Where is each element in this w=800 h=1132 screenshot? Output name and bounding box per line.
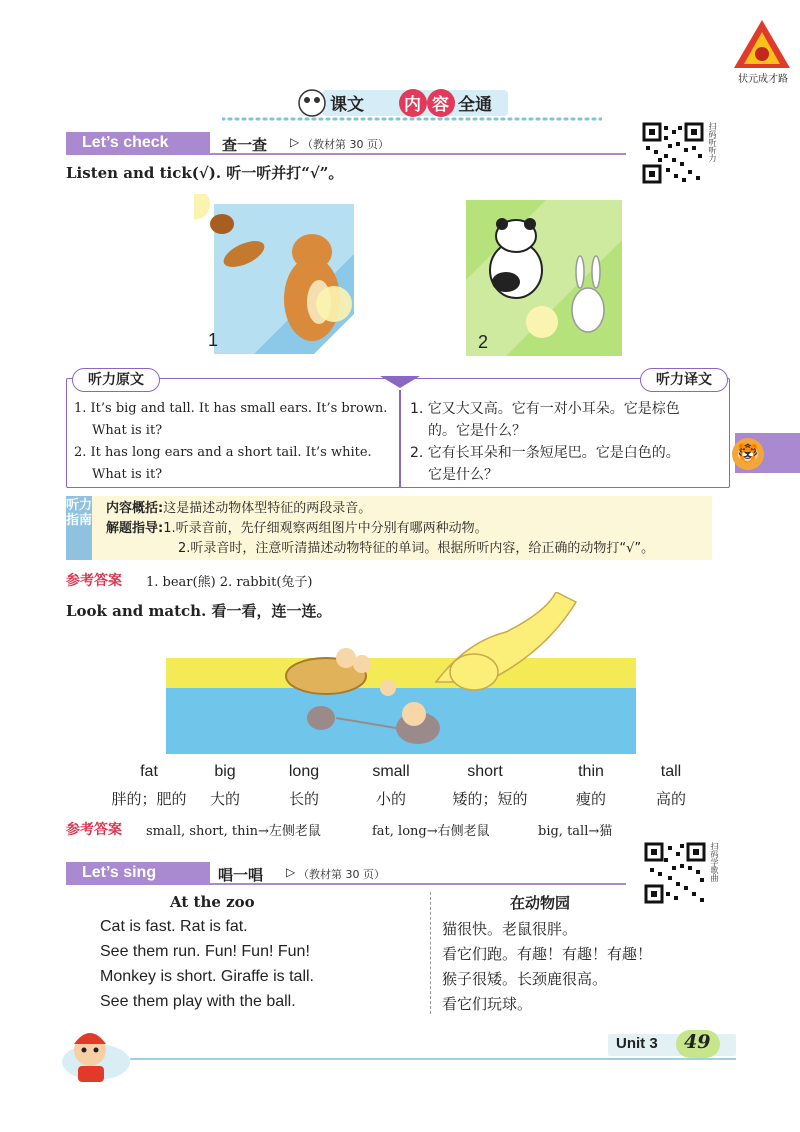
transcript-line-2: What is it? (92, 423, 163, 438)
song-title-zh: 在动物园 (510, 894, 571, 912)
match-word-en[interactable]: thin (578, 763, 604, 780)
song-line-zh-1: 猫很快。老鼠很胖。 (442, 920, 578, 938)
banner-dots (222, 115, 602, 123)
tiger-icon: 🐯 (732, 438, 764, 470)
check-cn-title: 查一查 (222, 136, 268, 154)
check-instruction: Listen and tick(√). 听一听并打“√”。 (66, 164, 344, 182)
qr-code-song[interactable] (644, 842, 706, 904)
transcript-divider (399, 390, 401, 488)
qr-listen-caption: 扫码听听力 (708, 122, 717, 162)
transcript-line-1: 1. It’s big and tall. It has small ears. It’s brown. (74, 401, 388, 416)
song-line-en-1: Cat is fast. Rat is fat. (100, 918, 248, 935)
song-line-en-4: See them play with the ball. (100, 993, 296, 1010)
translation-label: 听力译文 (640, 368, 728, 392)
tip-2: 2.听录音时，注意听清描述动物特征的单词。根据所听内容，给正确的动物打“√”。 (178, 541, 655, 556)
answer-2-label: 参考答案 (66, 822, 122, 838)
sing-cn-title: 唱一唱 (218, 866, 264, 884)
lets-sing-tag: Let’s sing (66, 862, 210, 884)
answer-1-label: 参考答案 (66, 573, 122, 589)
transcript-box (66, 378, 730, 488)
match-word-zh: 胖的；肥的 (111, 790, 187, 808)
answer-2-c: big, tall→猫 (538, 824, 613, 839)
mascot-illustration (56, 1022, 136, 1084)
song-line-zh-4: 看它们玩球。 (442, 995, 533, 1013)
picture-2-panda-rabbit[interactable] (466, 200, 622, 356)
match-word-zh: 瘦的 (575, 790, 606, 808)
match-word-en[interactable]: short (467, 763, 503, 780)
match-word-en[interactable]: small (372, 763, 410, 780)
lets-sing-underline (66, 883, 626, 885)
transcript-divider-notch (380, 376, 420, 390)
match-word-en[interactable]: fat (140, 763, 158, 780)
play-icon[interactable]: ▷ (286, 865, 296, 879)
summary-label: 内容概括: (106, 501, 164, 516)
picture-1-dog-bear[interactable] (194, 194, 354, 354)
banner-word-1: 课文 (330, 95, 364, 115)
publisher-logo (732, 18, 792, 70)
song-line-zh-3: 猴子很矮。长颈鹿很高。 (442, 970, 608, 988)
match-word-en[interactable]: big (214, 763, 236, 780)
translation-line-2: 的。它是什么？ (428, 423, 526, 439)
match-word-zh: 小的 (375, 790, 406, 808)
transcript-label: 听力原文 (72, 368, 160, 392)
match-picture[interactable] (166, 592, 636, 756)
song-line-en-3: Monkey is short. Giraffe is tall. (100, 968, 314, 985)
tips-label: 解题指导: (106, 521, 164, 536)
page-number: 49 (684, 1031, 711, 1053)
transcript-line-3: 2. It has long ears and a short tail. It’s white. (74, 445, 372, 460)
footer-line (130, 1058, 736, 1060)
summary-text: 这是描述动物体型特征的两段录音。 (163, 501, 372, 516)
banner-word-4: 全通 (458, 95, 492, 115)
song-divider (430, 892, 431, 1014)
match-word-en[interactable]: tall (660, 763, 682, 780)
picture-2-number: 2 (478, 332, 489, 352)
match-word-zh: 长的 (288, 790, 319, 808)
play-icon[interactable]: ▷ (290, 135, 300, 149)
answer-2-a: small, short, thin→左侧老鼠 (146, 824, 321, 839)
lets-check-underline (66, 153, 626, 155)
listening-guide-tag: 听力指南 (66, 496, 92, 560)
match-word-en[interactable]: long (288, 763, 320, 780)
section-banner (298, 86, 508, 118)
picture-1-number: 1 (208, 330, 219, 350)
translation-line-3: 2. 它有长耳朵和一条短尾巴。它是白色的。 (410, 445, 680, 461)
banner-word-3: 容 (432, 95, 449, 115)
answer-1-text: 1. bear(熊) 2. rabbit(兔子) (146, 575, 313, 590)
translation-line-1: 1. 它又大又高。它有一对小耳朵。它是棕色 (410, 401, 680, 417)
song-title-en: At the zoo (170, 893, 255, 911)
sing-page-ref: （教材第 30 页） (298, 868, 385, 881)
banner-word-2: 内 (404, 95, 421, 115)
transcript-line-4: What is it? (92, 467, 163, 482)
lets-check-tag: Let’s check (66, 132, 210, 154)
qr-code-listen[interactable] (642, 122, 704, 184)
qr-song-caption: 扫码学歌曲 (710, 842, 719, 882)
tip-1: 1.听录音前，先仔细观察两组图片中分别有哪两种动物。 (163, 521, 488, 536)
match-word-zh: 矮的；短的 (452, 790, 528, 808)
check-page-ref: （教材第 30 页） (302, 138, 389, 151)
publisher-logo-text: 状元成才路 (738, 74, 788, 85)
unit-label: Unit 3 (616, 1035, 658, 1052)
song-line-en-2: See them run. Fun! Fun! Fun! (100, 943, 310, 960)
match-word-zh: 大的 (209, 790, 240, 808)
match-word-zh: 高的 (655, 790, 686, 808)
translation-line-4: 它是什么？ (428, 467, 498, 483)
song-line-zh-2: 看它们跑。有趣！有趣！有趣！ (442, 945, 653, 963)
match-instruction: Look and match. 看一看，连一连。 (66, 602, 332, 620)
answer-2-b: fat, long→右侧老鼠 (372, 824, 490, 839)
